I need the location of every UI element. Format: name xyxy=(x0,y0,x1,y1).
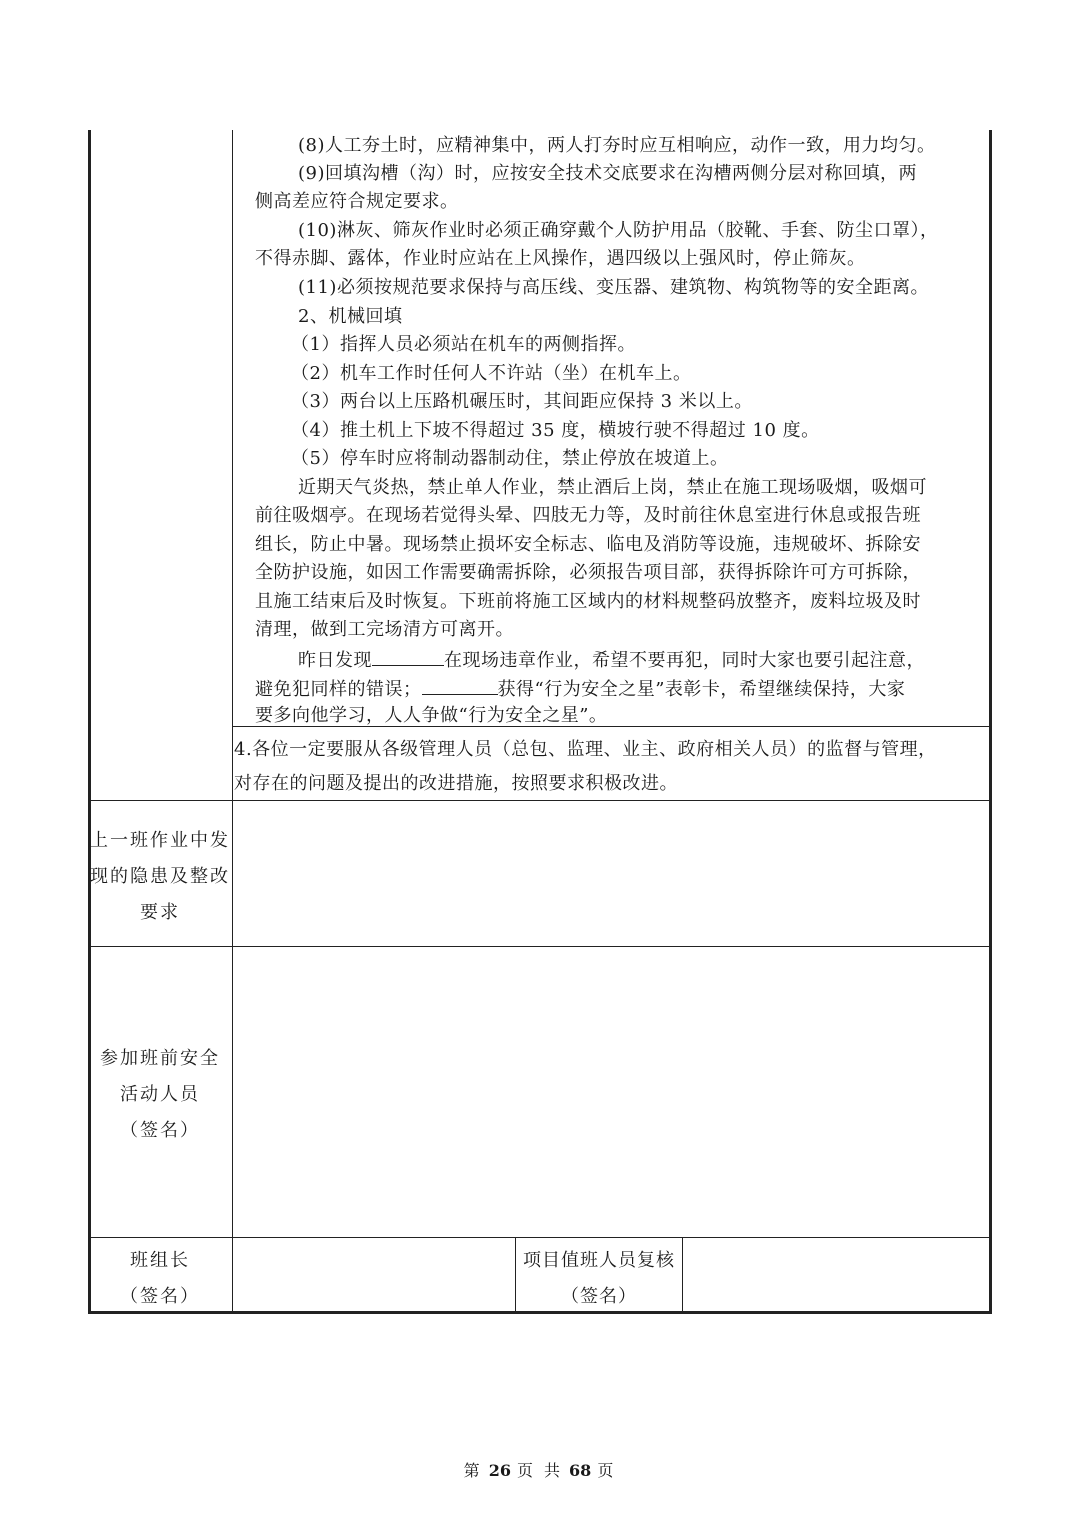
content-paragraph: （1）指挥人员必须站在机车的两侧指挥。 xyxy=(291,334,636,355)
safety-star-line xyxy=(255,674,905,704)
content-paragraph: （3）两台以上压路机碾压时，其间距应保持 3 米以上。 xyxy=(291,391,753,412)
hazard-label-line: 现的隐患及整改 xyxy=(90,866,230,887)
item-4-text: 对存在的问题及提出的改进措施，按照要求积极改进。 xyxy=(234,773,678,794)
team-leader-label-line: 班组长 xyxy=(130,1250,190,1271)
violation-notice-line xyxy=(298,645,925,675)
violator-name-blank xyxy=(372,645,444,666)
violation-notice-text: 在现场违章作业，希望不要再犯，同时大家也要引起注意， xyxy=(444,650,925,671)
content-paragraph: （5）停车时应将制动器制动住，禁止停放在坡道上。 xyxy=(291,448,729,469)
content-paragraph: 清理，做到工完场清方可离开。 xyxy=(255,619,514,640)
content-paragraph: 要多向他学习，人人争做“行为安全之星”。 xyxy=(255,705,608,726)
item-4-text: 4.各位一定要服从各级管理人员（总包、监理、业主、政府相关人员）的监督与管理， xyxy=(234,739,937,760)
content-paragraph: (11)必须按规范要求保持与高压线、变压器、建筑物、构筑物等的安全距离。 xyxy=(298,277,929,298)
participants-label-line: （签名） xyxy=(120,1120,200,1141)
content-paragraph: 全防护设施，如因工作需要确需拆除，必须报告项目部，获得拆除许可方可拆除， xyxy=(255,562,921,583)
team-leader-signature-cell[interactable] xyxy=(233,1238,515,1311)
duty-review-label-line: （签名） xyxy=(561,1286,637,1307)
safety-star-text: 避免犯同样的错误； xyxy=(255,679,422,700)
content-paragraph: (9)回填沟槽（沟）时，应按安全技术交底要求在沟槽两侧分层对称回填，两 xyxy=(298,163,917,184)
team-leader-label xyxy=(88,1243,232,1315)
safety-star-text: 获得“行为安全之星”表彰卡，希望继续保持，大家 xyxy=(497,679,906,700)
content-paragraph: 2、机械回填 xyxy=(298,306,403,327)
content-paragraph: 组长，防止中暑。现场禁止损坏安全标志、临电及消防等设施，违规破坏、拆除安 xyxy=(255,534,921,555)
footer-text: 页 xyxy=(597,1461,617,1480)
hazard-label xyxy=(88,823,232,931)
content-paragraph: （2）机车工作时任何人不许站（坐）在机车上。 xyxy=(291,363,692,384)
content-paragraph: (8)人工夯土时，应精神集中，两人打夯时应互相响应，动作一致，用力均匀。 xyxy=(298,135,936,156)
participants-label-line: 活动人员 xyxy=(120,1084,200,1105)
duty-review-label xyxy=(516,1243,682,1315)
content-paragraph: 且施工结束后及时恢复。下班前将施工区域内的材料规整码放整齐，废料垃圾及时 xyxy=(255,591,921,612)
content-paragraph: (10)淋灰、筛灰作业时必须正确穿戴个人防护用品（胶靴、手套、防尘口罩）， xyxy=(298,220,939,241)
footer-text: 第 xyxy=(463,1461,483,1480)
hazard-content-cell[interactable] xyxy=(233,801,989,946)
safety-briefing-table xyxy=(88,130,992,1314)
team-leader-label-line: （签名） xyxy=(120,1286,200,1307)
violation-notice-text: 昨日发现 xyxy=(298,650,372,671)
page-footer xyxy=(0,1458,1080,1481)
hazard-label-line: 要求 xyxy=(140,902,180,923)
safety-star-name-blank xyxy=(422,674,498,695)
duty-review-label-line: 项目值班人员复核 xyxy=(523,1250,675,1271)
table-border-right xyxy=(989,130,992,1314)
content-paragraph: （4）推土机上下坡不得超过 35 度，横坡行驶不得超过 10 度。 xyxy=(291,420,820,441)
total-page-number: 68 xyxy=(569,1461,592,1480)
participants-label-line: 参加班前安全 xyxy=(100,1048,220,1069)
hazard-label-line: 上一班作业中发 xyxy=(90,830,230,851)
content-paragraph: 前往吸烟亭。在现场若觉得头晕、四肢无力等，及时前往休息室进行休息或报告班 xyxy=(255,505,921,526)
current-page-number: 26 xyxy=(488,1461,511,1480)
participants-label xyxy=(88,1041,232,1149)
content-paragraph: 不得赤脚、露体，作业时应站在上风操作，遇四级以上强风时，停止筛灰。 xyxy=(255,248,866,269)
content-paragraph: 侧高差应符合规定要求。 xyxy=(255,191,459,212)
content-paragraph: 近期天气炎热，禁止单人作业，禁止酒后上岗，禁止在施工现场吸烟，吸烟可 xyxy=(298,477,927,498)
footer-text: 页 共 xyxy=(516,1461,564,1480)
duty-review-signature-cell[interactable] xyxy=(683,1238,989,1311)
participants-signature-cell[interactable] xyxy=(233,947,989,1237)
